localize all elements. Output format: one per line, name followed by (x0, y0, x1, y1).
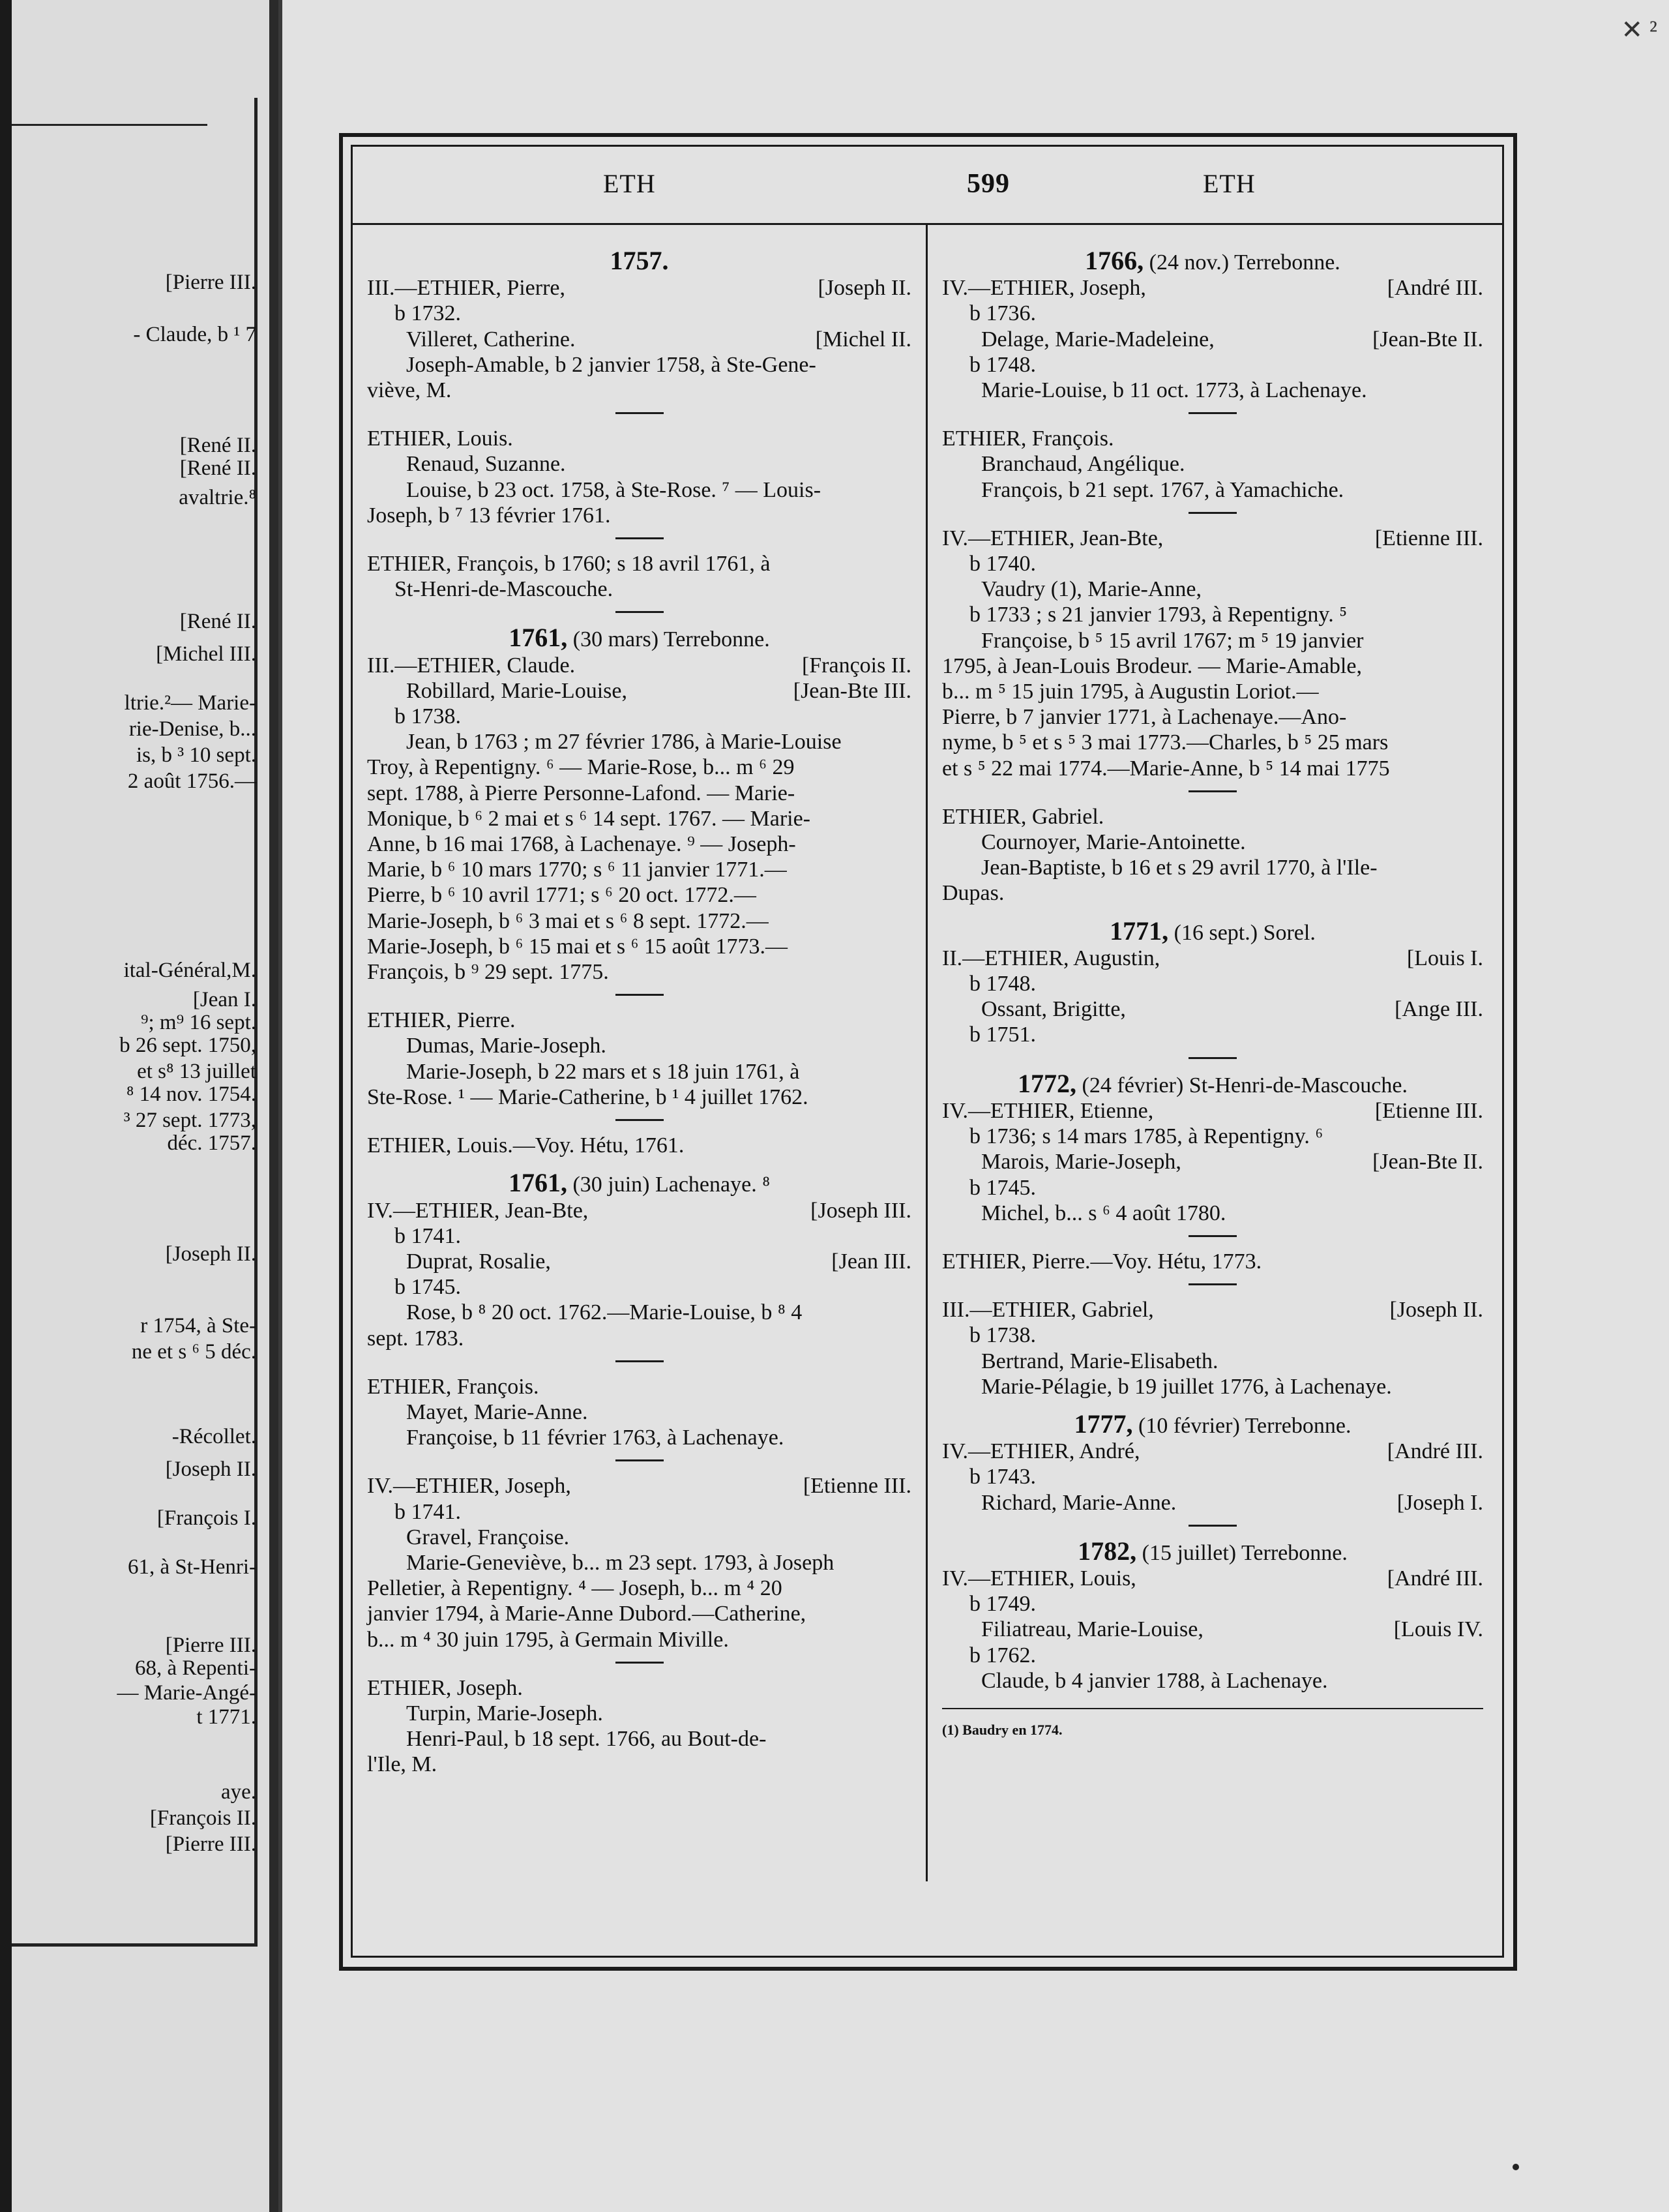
genealogy-line (367, 1499, 911, 1525)
entry-text: b... m ⁴ 30 juin 1795, à Germain Miville. (367, 1627, 729, 1652)
entry-text: Marois, Marie-Joseph, (981, 1150, 1181, 1174)
marriage-place: (24 nov.) Terrebonne. (1144, 250, 1340, 275)
marriage-place: (10 février) Terrebonne. (1132, 1413, 1351, 1438)
previous-page-line: t 1771. (196, 1705, 256, 1729)
genealogy-line (942, 756, 1483, 781)
genealogy-line (367, 1274, 911, 1300)
entry-text: III.—ETHIER, Pierre, (367, 276, 566, 301)
genealogy-line (367, 576, 911, 602)
scan-speck (1513, 2164, 1519, 2170)
previous-page-line: [Joseph II. (165, 1457, 256, 1481)
previous-page-fragment (12, 0, 278, 2212)
genealogy-line (367, 378, 911, 403)
parent-reference: [Joseph II. (818, 276, 911, 301)
genealogy-line (367, 1601, 911, 1626)
genealogy-line (367, 1550, 911, 1576)
genealogy-line (942, 1249, 1483, 1274)
marriage-year-heading (942, 918, 1483, 946)
genealogy-entry-head (942, 1490, 1483, 1516)
entry-text: Marie, b ⁶ 10 mars 1770; s ⁶ 11 janvier 1771.— (367, 858, 787, 882)
entry-text: Marie-Joseph, b ⁶ 3 mai et s ⁶ 8 sept. 1772.— (367, 908, 769, 933)
genealogy-line (367, 301, 911, 326)
scan-edge (0, 0, 12, 2212)
entry-text: b 1738. (394, 704, 461, 729)
parent-reference: [Joseph III. (810, 1198, 911, 1223)
entry-text: sept. 1788, à Pierre Personne-Lafond. — Marie- (367, 781, 795, 805)
entry-text: III.—ETHIER, Claude. (367, 653, 576, 678)
entry-text: ETHIER, François. (942, 426, 1114, 451)
entry-text: Henri-Paul, b 18 sept. 1766, au Bout-de- (406, 1727, 767, 1752)
entry-text: Filiatreau, Marie-Louise, (981, 1617, 1204, 1642)
genealogy-line (942, 730, 1483, 755)
entry-text: b 1738. (969, 1323, 1036, 1348)
genealogy-line (942, 602, 1483, 627)
marriage-year: 1777, (1074, 1409, 1133, 1439)
genealogy-line (367, 1399, 911, 1425)
genealogy-line (367, 1008, 911, 1033)
genealogy-line (367, 1627, 911, 1652)
entry-text: Mayet, Marie-Anne. (406, 1399, 588, 1424)
parent-reference: [Ange III. (1395, 997, 1483, 1022)
entry-text: b 1751. (969, 1023, 1036, 1047)
previous-page-line: ⁹; m⁹ 16 sept. (140, 1011, 256, 1034)
marriage-year: 1771, (1110, 916, 1169, 946)
genealogy-line (367, 352, 911, 378)
entry-text: Robillard, Marie-Louise, (406, 678, 627, 703)
entry-text: b 1733 ; s 21 janvier 1793, à Repentigny. ⁵ (969, 603, 1348, 627)
entry-text: Joseph-Amable, b 2 janvier 1758, à Ste-Gene- (406, 352, 816, 377)
entry-text: ETHIER, Joseph. (367, 1675, 523, 1700)
genealogy-line (942, 830, 1483, 855)
page (282, 0, 1669, 2212)
previous-page-line: ital-Général,M. (123, 959, 256, 982)
marriage-place: (30 mars) Terrebonne. (567, 627, 770, 652)
entry-text: Richard, Marie-Anne. (981, 1490, 1177, 1515)
entry-text: b 1740. (969, 552, 1036, 576)
entry-text: Françoise, b 11 février 1763, à Lachenaye. (406, 1426, 784, 1450)
genealogy-line (367, 934, 911, 959)
genealogy-entry-head (942, 1297, 1483, 1323)
previous-page-line: ³ 27 sept. 1773, (123, 1109, 256, 1132)
entry-text: Rose, b ⁸ 20 oct. 1762.—Marie-Louise, b ⁸ 4 (406, 1300, 803, 1325)
marriage-year: 1782, (1078, 1536, 1137, 1566)
right-column (942, 248, 1483, 1742)
genealogy-line (367, 1133, 911, 1158)
marriage-year: 1761, (509, 623, 568, 653)
parent-reference: [Etienne III. (803, 1474, 911, 1499)
marriage-place: (24 février) St-Henri-de-Mascouche. (1076, 1073, 1408, 1098)
entry-separator (1189, 512, 1237, 514)
parent-reference: [André III. (1387, 276, 1483, 301)
genealogy-entry-head (942, 1617, 1483, 1642)
entry-text: sept. 1783. (367, 1326, 464, 1351)
genealogy-line (942, 301, 1483, 326)
previous-page-line: - Claude, b ¹ 7 (133, 323, 256, 346)
genealogy-entry-head (367, 327, 911, 352)
parent-reference: [Etienne III. (1374, 1098, 1483, 1123)
genealogy-line (942, 628, 1483, 653)
previous-page-line: [Pierre III. (165, 1634, 256, 1657)
entry-text: Pierre, b ⁶ 10 avril 1771; s ⁶ 20 oct. 1772.— (367, 883, 756, 908)
column-divider (926, 225, 928, 1881)
genealogy-line (367, 831, 911, 857)
entry-text: Villeret, Catherine. (406, 327, 576, 351)
entry-text: b 1741. (394, 1223, 461, 1248)
entry-separator (615, 1360, 664, 1362)
parent-reference: [André III. (1387, 1566, 1483, 1591)
genealogy-line (367, 1752, 911, 1777)
entry-text: Marie-Pélagie, b 19 juillet 1776, à Lachenaye. (981, 1374, 1392, 1399)
entry-text: b 1736. (969, 301, 1036, 326)
entry-text: Dupas. (942, 881, 1005, 906)
entry-text: Cournoyer, Marie-Antoinette. (981, 830, 1246, 855)
parent-reference: [Louis IV. (1393, 1617, 1483, 1642)
entry-text: IV.—ETHIER, Jean-Bte, (942, 526, 1164, 550)
genealogy-line (942, 653, 1483, 679)
genealogy-line (367, 882, 911, 908)
genealogy-line (367, 1374, 911, 1399)
genealogy-line (942, 352, 1483, 378)
genealogy-line (942, 1591, 1483, 1617)
entry-text: IV.—ETHIER, Jean-Bte, (367, 1198, 589, 1223)
entry-text: b 1748. (969, 972, 1036, 996)
marriage-place: (16 sept.) Sorel. (1168, 920, 1316, 945)
previous-page-line: 2 août 1756.— (127, 770, 256, 793)
entry-text: III.—ETHIER, Gabriel, (942, 1298, 1154, 1323)
entry-text: b 1745. (394, 1275, 461, 1300)
previous-page-line: [Jean I. (192, 988, 256, 1011)
entry-text: ETHIER, Pierre. (367, 1008, 516, 1033)
marriage-year-heading (367, 625, 911, 652)
entry-text: b 1748. (969, 352, 1036, 377)
entry-text: viève, M. (367, 378, 452, 403)
genealogy-line (942, 1643, 1483, 1668)
genealogy-line (367, 1084, 911, 1110)
parent-reference: [Joseph II. (1389, 1298, 1483, 1323)
genealogy-entry-head (367, 1198, 911, 1223)
entry-text: Joseph, b ⁷ 13 février 1761. (367, 503, 611, 528)
parent-reference: [Etienne III. (1374, 526, 1483, 550)
genealogy-line (942, 426, 1483, 451)
genealogy-line (942, 1464, 1483, 1489)
corner-mark: ✕ ² (1621, 15, 1657, 44)
entry-separator (1189, 412, 1237, 414)
genealogy-line (367, 1059, 911, 1084)
entry-separator (1189, 1525, 1237, 1527)
genealogy-line (942, 1668, 1483, 1694)
genealogy-entry-head (942, 327, 1483, 352)
genealogy-line (367, 755, 911, 780)
previous-page-line: [René II. (179, 456, 256, 480)
genealogy-line (942, 1201, 1483, 1226)
spacer (942, 906, 1483, 918)
genealogy-line (367, 781, 911, 806)
entry-text: IV.—ETHIER, Joseph, (942, 276, 1146, 301)
previous-page-line: avaltrie.⁸ (179, 486, 256, 509)
previous-page-line: aye. (220, 1780, 256, 1804)
entry-separator (615, 1662, 664, 1664)
genealogy-line (367, 1726, 911, 1752)
genealogy-line (367, 704, 911, 729)
entry-separator (1189, 1235, 1237, 1237)
previous-page-line: [François I. (156, 1506, 256, 1530)
previous-page-line: [Michel III. (156, 642, 256, 666)
entry-text: François, b 21 sept. 1767, à Yamachiche. (981, 477, 1344, 502)
genealogy-line (367, 503, 911, 528)
marriage-year: 1761, (508, 1168, 567, 1198)
previous-page-line: ne et s ⁶ 5 déc. (131, 1340, 256, 1364)
entry-text: Marie-Joseph, b ⁶ 15 mai et s ⁶ 15 août 1773.— (367, 934, 788, 959)
entry-text: Monique, b ⁶ 2 mai et s ⁶ 14 sept. 1767. — Marie- (367, 806, 810, 831)
genealogy-entry-head (367, 678, 911, 704)
entry-text: ETHIER, Pierre.—Voy. Hétu, 1773. (942, 1249, 1262, 1274)
genealogy-line (367, 451, 911, 477)
genealogy-line (367, 1223, 911, 1249)
entry-text: Ste-Rose. ¹ — Marie-Catherine, b ¹ 4 juillet 1762. (367, 1084, 808, 1109)
entry-text: Bertrand, Marie-Elisabeth. (981, 1349, 1219, 1373)
previous-page-line: — Marie-Angé- (117, 1681, 256, 1705)
genealogy-line (942, 971, 1483, 996)
entry-text: Delage, Marie-Madeleine, (981, 327, 1215, 351)
left-column (367, 248, 911, 1778)
entry-text: ETHIER, Louis. (367, 426, 513, 451)
previous-page-line: b 26 sept. 1750, (119, 1034, 256, 1057)
entry-separator (615, 537, 664, 539)
genealogy-entry-head (942, 1098, 1483, 1124)
entry-text: 1795, à Jean-Louis Brodeur. — Marie-Amable, (942, 653, 1362, 678)
entry-text: Marie-Geneviève, b... m 23 sept. 1793, à Joseph (406, 1550, 834, 1575)
genealogy-line (367, 857, 911, 882)
genealogy-line (367, 551, 911, 576)
entry-text: Turpin, Marie-Joseph. (406, 1701, 603, 1726)
entry-text: Jean-Baptiste, b 16 et s 29 avril 1770, à l'Ile- (981, 856, 1378, 880)
previous-page-line: et s⁸ 13 juillet (137, 1060, 256, 1083)
entry-text: St-Henri-de-Mascouche. (394, 577, 613, 602)
entry-text: Troy, à Repentigny. ⁶ — Marie-Rose, b... m ⁶ 29 (367, 755, 795, 780)
previous-page-line: 68, à Repenti- (134, 1656, 256, 1680)
entry-text: ETHIER, Gabriel. (942, 804, 1104, 829)
entry-separator (1189, 1057, 1237, 1059)
parent-reference: [Louis I. (1406, 946, 1483, 970)
genealogy-line (942, 451, 1483, 477)
genealogy-line (942, 855, 1483, 880)
previous-page-line: [René II. (179, 610, 256, 633)
entry-text: François, b ⁹ 29 sept. 1775. (367, 960, 609, 985)
genealogy-line (942, 576, 1483, 602)
genealogy-entry-head (942, 996, 1483, 1022)
entry-text: janvier 1794, à Marie-Anne Dubord.—Catherine, (367, 1602, 806, 1626)
genealogy-line (942, 679, 1483, 704)
entry-text: et s ⁵ 22 mai 1774.—Marie-Anne, b ⁵ 14 mai 1775 (942, 756, 1390, 781)
genealogy-line (367, 1326, 911, 1351)
entry-text: Branchaud, Angélique. (981, 452, 1185, 477)
entry-text: b 1741. (394, 1499, 461, 1524)
entry-text: nyme, b ⁵ et s ⁵ 3 mai 1773.—Charles, b ⁵ 25 mars (942, 730, 1389, 755)
entry-separator (615, 994, 664, 996)
marriage-place: (30 juin) Lachenaye. ⁸ (567, 1173, 771, 1197)
genealogy-line (367, 729, 911, 755)
genealogy-line (367, 477, 911, 503)
running-head-right: ETH (1203, 169, 1256, 198)
genealogy-line (367, 1300, 911, 1325)
page-number: 599 (967, 169, 1010, 199)
genealogy-line (367, 1701, 911, 1726)
entry-text: Marie-Joseph, b 22 mars et s 18 juin 1761, à (406, 1059, 800, 1084)
footnote-rule (942, 1708, 1483, 1709)
entry-separator (615, 1459, 664, 1461)
parent-reference: [André III. (1387, 1439, 1483, 1464)
entry-text: Jean, b 1763 ; m 27 février 1786, à Marie-Louise (406, 730, 842, 755)
marriage-year-heading (367, 1170, 911, 1197)
entry-text: Pelletier, à Repentigny. ⁴ — Joseph, b... m ⁴ 20 (367, 1576, 782, 1601)
parent-reference: [Michel II. (815, 327, 911, 351)
spacer (367, 1158, 911, 1170)
entry-text: ETHIER, Louis.—Voy. Hétu, 1761. (367, 1133, 685, 1158)
entry-text: IV.—ETHIER, André, (942, 1439, 1140, 1464)
entry-text: ETHIER, François. (367, 1374, 539, 1399)
genealogy-line (367, 1525, 911, 1550)
entry-separator (1189, 790, 1237, 792)
footnote: (1) Baudry en 1774. (942, 1721, 1063, 1738)
genealogy-line (367, 1033, 911, 1058)
genealogy-entry-head (367, 275, 911, 301)
genealogy-line (367, 426, 911, 451)
previous-page-line: [Pierre III. (165, 271, 256, 294)
entry-text: ETHIER, François, b 1760; s 18 avril 1761, à (367, 552, 771, 576)
entry-text: Louise, b 23 oct. 1758, à Ste-Rose. ⁷ — Louis- (406, 477, 821, 502)
genealogy-line (942, 477, 1483, 503)
genealogy-line (367, 1576, 911, 1601)
parent-reference: [Joseph I. (1396, 1490, 1483, 1515)
entry-text: Pierre, b 7 janvier 1771, à Lachenaye.—Ano- (942, 705, 1347, 730)
entry-text: Michel, b... s ⁶ 4 août 1780. (981, 1201, 1226, 1225)
genealogy-line (367, 806, 911, 831)
genealogy-entry-head (942, 1149, 1483, 1174)
genealogy-line (942, 551, 1483, 576)
entry-text: b... m ⁵ 15 juin 1795, à Augustin Loriot.— (942, 680, 1319, 704)
entry-text: Duprat, Rosalie, (406, 1249, 551, 1274)
genealogy-entry-head (367, 653, 911, 678)
parent-reference: [Jean-Bte II. (1372, 1150, 1483, 1174)
entry-text: Anne, b 16 mai 1768, à Lachenaye. ⁹ — Joseph- (367, 832, 796, 857)
genealogy-line (367, 959, 911, 985)
spacer (942, 1399, 1483, 1411)
entry-text: b 1736; s 14 mars 1785, à Repentigny. ⁶ (969, 1124, 1323, 1149)
genealogy-entry-head (367, 1473, 911, 1499)
entry-text: IV.—ETHIER, Joseph, (367, 1474, 571, 1499)
parent-reference: [François II. (801, 653, 911, 678)
genealogy-line (942, 1323, 1483, 1348)
previous-page-header-rule (12, 124, 207, 126)
marriage-year-heading (942, 248, 1483, 275)
entry-text: b 1743. (969, 1465, 1036, 1489)
marriage-year-heading (942, 1068, 1483, 1098)
entry-separator (615, 412, 664, 414)
entry-text: IV.—ETHIER, Louis, (942, 1566, 1136, 1591)
entry-separator (615, 1119, 664, 1121)
genealogy-line (367, 1425, 911, 1450)
genealogy-line (942, 1022, 1483, 1047)
parent-reference: [Jean III. (831, 1249, 911, 1274)
entry-text: Vaudry (1), Marie-Anne, (981, 577, 1202, 602)
genealogy-line (942, 1175, 1483, 1201)
genealogy-line (367, 1675, 911, 1701)
genealogy-line (367, 908, 911, 934)
marriage-year-heading (942, 1411, 1483, 1439)
genealogy-line (942, 1374, 1483, 1399)
parent-reference: [Jean-Bte II. (1372, 327, 1483, 351)
genealogy-entry-head (942, 946, 1483, 971)
previous-page-line: [Pierre III. (165, 1832, 256, 1856)
marriage-year: 1772, (1018, 1068, 1077, 1098)
previous-page-line: rie-Denise, b... (128, 717, 256, 741)
genealogy-entry-head (942, 275, 1483, 301)
entry-text: IV.—ETHIER, Etienne, (942, 1098, 1154, 1123)
marriage-year: 1766, (1085, 246, 1144, 275)
entry-text: b 1745. (969, 1175, 1036, 1200)
previous-page-line: is, b ³ 10 sept. (136, 743, 256, 767)
genealogy-entry-head (942, 526, 1483, 551)
entry-text: Gravel, Françoise. (406, 1525, 570, 1549)
genealogy-line (942, 804, 1483, 830)
entry-separator (615, 611, 664, 613)
genealogy-line (942, 704, 1483, 730)
genealogy-line (942, 880, 1483, 906)
running-head-left: ETH (603, 169, 656, 198)
marriage-year-heading (367, 248, 911, 275)
previous-page-line: ⁸ 14 nov. 1754. (126, 1083, 256, 1106)
entry-text: Françoise, b ⁵ 15 avril 1767; m ⁵ 19 janvier (981, 628, 1364, 653)
previous-page-line: r 1754, à Ste- (140, 1314, 256, 1338)
previous-page-line: ltrie.²— Marie- (124, 691, 256, 715)
genealogy-line (942, 1349, 1483, 1374)
entry-text: b 1749. (969, 1592, 1036, 1617)
parent-reference: [Jean-Bte III. (793, 678, 911, 703)
entry-text: Ossant, Brigitte, (981, 997, 1126, 1022)
genealogy-line (942, 1124, 1483, 1149)
genealogy-entry-head (942, 1566, 1483, 1591)
entry-text: b 1762. (969, 1643, 1036, 1667)
previous-page-line: déc. 1757. (167, 1131, 256, 1155)
previous-page-line: [Joseph II. (165, 1242, 256, 1266)
entry-text: b 1732. (394, 301, 461, 326)
previous-page-line: 61, à St-Henri- (127, 1555, 256, 1579)
entry-separator (1189, 1283, 1237, 1285)
entry-text: Dumas, Marie-Joseph. (406, 1034, 606, 1058)
previous-page-line: [René II. (179, 434, 256, 457)
entry-text: Claude, b 4 janvier 1788, à Lachenaye. (981, 1668, 1328, 1693)
genealogy-entry-head (367, 1249, 911, 1274)
entry-text: Renaud, Suzanne. (406, 452, 566, 477)
entry-text: Marie-Louise, b 11 oct. 1773, à Lachenaye. (981, 378, 1367, 403)
genealogy-line (942, 378, 1483, 403)
entry-text: l'Ile, M. (367, 1752, 437, 1777)
previous-page-line: -Récollet. (171, 1425, 256, 1448)
marriage-year-heading (942, 1538, 1483, 1566)
marriage-place: (15 juillet) Terrebonne. (1136, 1540, 1348, 1565)
entry-text: II.—ETHIER, Augustin, (942, 946, 1160, 970)
previous-page-line: [François II. (149, 1806, 256, 1830)
marriage-year: 1757. (610, 246, 669, 275)
genealogy-entry-head (942, 1439, 1483, 1464)
